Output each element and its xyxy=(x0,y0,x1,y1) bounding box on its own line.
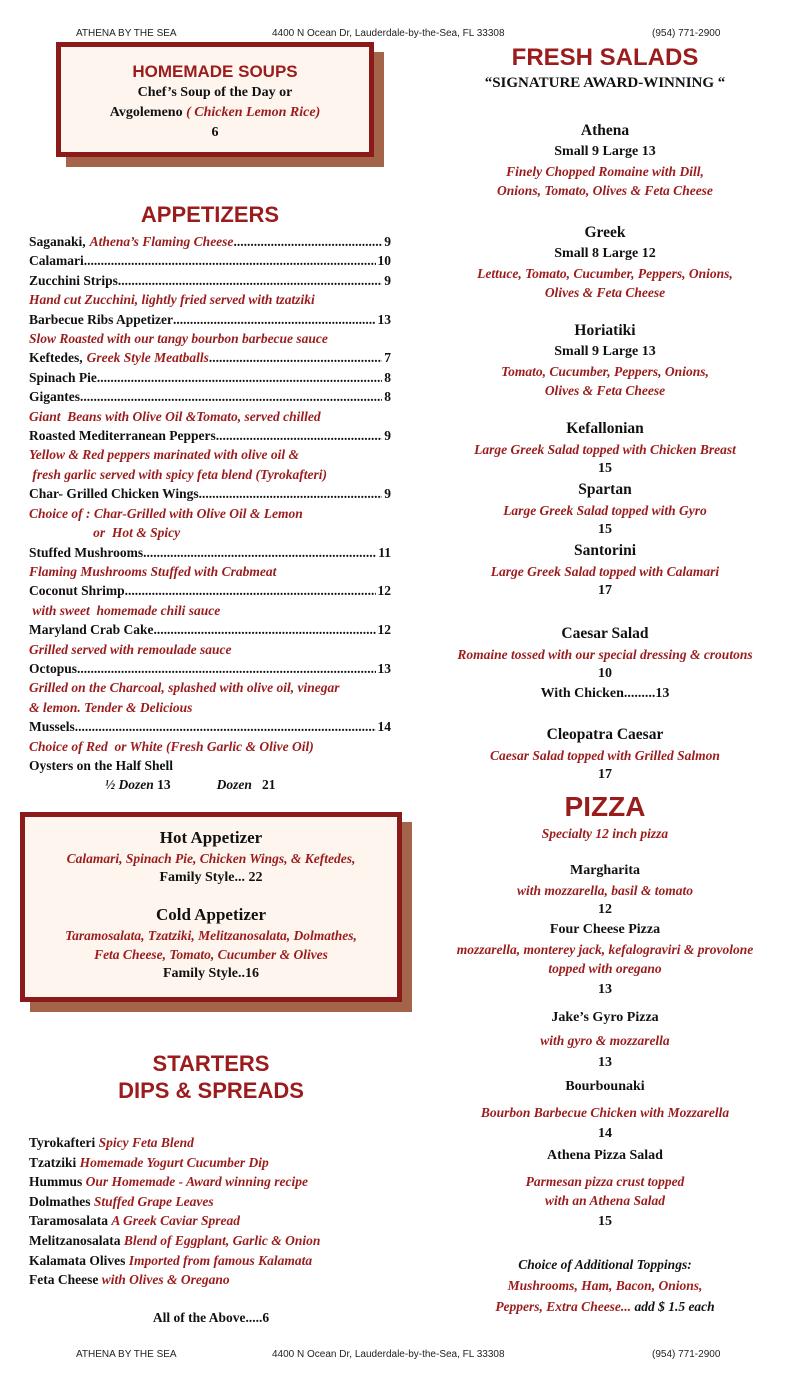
appetizer-price: 11 xyxy=(378,544,391,560)
salad-santorini-desc: Large Greek Salad topped with Calamari xyxy=(490,564,720,579)
salad-cleopatra xyxy=(430,724,780,785)
appetizer-desc: Flaming Mushrooms Stuffed with Crabmeat xyxy=(29,563,277,579)
salad-santorini xyxy=(430,540,780,601)
page-footer xyxy=(0,1349,800,1365)
starter-name: Kalamata Olives xyxy=(29,1252,126,1268)
appetizers-list xyxy=(29,232,391,795)
salad-horiatiki-name: Horiatiki xyxy=(574,322,636,339)
salad-athena-name: Athena xyxy=(580,122,630,139)
pizza-toppings xyxy=(430,1254,780,1317)
leader-dots xyxy=(80,387,382,406)
salad-cleopatra-desc: Caesar Salad topped with Grilled Salmon xyxy=(490,748,720,763)
starter-name: Tzatziki xyxy=(29,1154,77,1170)
pizza-four-cheese xyxy=(430,920,780,1000)
pizza-salad xyxy=(430,1146,780,1232)
appetizer-price: 12 xyxy=(377,622,391,638)
appetizer-name: Barbecue Ribs Appetizer xyxy=(29,311,173,327)
salads-section xyxy=(430,44,780,785)
starter-row xyxy=(29,1192,409,1212)
leader-dots xyxy=(143,543,376,562)
header-phone: (954) 771-2900 xyxy=(652,28,721,39)
appetizer-row xyxy=(29,310,391,329)
appetizer-price: 13 xyxy=(377,660,391,676)
salads-subtitle: “SIGNATURE AWARD-WINNING “ xyxy=(484,75,726,91)
salad-spartan-price: 15 xyxy=(598,522,612,537)
appetizer-name: Saganaki, xyxy=(29,234,86,249)
appetizer-name: Coconut Shrimp xyxy=(29,583,125,599)
leader-dots xyxy=(75,717,376,736)
appetizer-desc: Grilled served with remoulade sauce xyxy=(29,641,232,657)
appetizer-inline-desc: Greek Style Meatballs xyxy=(86,350,209,366)
pizza-gyro-price: 13 xyxy=(598,1055,612,1070)
appetizer-row xyxy=(29,581,391,600)
starter-desc: Homemade Yogurt Cucumber Dip xyxy=(79,1154,269,1170)
hot-appetizer-title: Hot Appetizer xyxy=(159,828,263,847)
soups-box xyxy=(56,42,374,157)
starter-row xyxy=(29,1211,409,1231)
salad-athena-desc-1: Finely Chopped Romaine with Dill, xyxy=(506,164,704,179)
appetizer-desc: Giant Beans with Olive Oil &Tomato, served chilled xyxy=(29,408,321,424)
appetizer-desc: Grilled on the Charcoal, splashed with olive oil, vinegar xyxy=(29,680,340,696)
appetizer-desc: or Hot & Spicy xyxy=(29,525,181,541)
pizza-toppings-line-2: Mushrooms, Ham, Bacon, Onions, xyxy=(507,1278,703,1293)
appetizer-price: 13 xyxy=(377,311,391,327)
salad-kefallonian xyxy=(430,418,780,479)
leader-dots xyxy=(97,368,382,387)
oysters-half-label: ½ Dozen xyxy=(105,777,154,793)
starters-title xyxy=(20,1050,402,1104)
pizza-margharita-name: Margharita xyxy=(570,863,640,878)
starter-row xyxy=(29,1251,409,1271)
appetizer-price: 9 xyxy=(384,428,391,444)
starter-name: Melitzanosalata xyxy=(29,1232,121,1248)
pizza-margharita-price: 12 xyxy=(598,902,612,917)
salad-greek-name: Greek xyxy=(584,224,626,241)
salad-spartan xyxy=(430,479,780,540)
pizza-title: PIZZA xyxy=(564,791,646,822)
salad-cleopatra-price: 17 xyxy=(598,767,612,782)
footer-phone: (954) 771-2900 xyxy=(652,1349,721,1360)
pizza-salad-desc-1: Parmesan pizza crust topped xyxy=(525,1174,685,1189)
pizza-section xyxy=(430,790,780,1317)
starter-row xyxy=(29,1133,409,1153)
starter-row xyxy=(29,1270,409,1290)
salad-caesar-desc: Romaine tossed with our special dressing & croutons xyxy=(457,647,753,662)
pizza-bourbounaki xyxy=(430,1077,780,1144)
starter-name: Tyrokafteri xyxy=(29,1135,96,1150)
salad-greek-desc-2: Olives & Feta Cheese xyxy=(544,285,666,300)
salad-greek-desc-1: Lettuce, Tomato, Cucumber, Peppers, Onions, xyxy=(477,266,733,281)
leader-dots xyxy=(154,620,376,639)
appetizer-name: Gigantes xyxy=(29,389,81,405)
cold-appetizer-price: Family Style..16 xyxy=(162,966,260,981)
appetizer-row xyxy=(29,717,391,736)
starter-desc: Our Homemade - Award winning recipe xyxy=(85,1174,309,1190)
pizza-salad-price: 15 xyxy=(598,1214,612,1229)
salad-athena xyxy=(430,120,780,200)
appetizer-desc: Slow Roasted with our tangy bourbon barbecue sauce xyxy=(29,331,328,347)
starter-desc: A Greek Caviar Spread xyxy=(111,1213,241,1229)
salad-cleopatra-name: Cleopatra Caesar xyxy=(546,726,664,743)
pizza-salad-desc-2: with an Athena Salad xyxy=(545,1193,665,1208)
salad-santorini-price: 17 xyxy=(598,583,612,598)
hot-appetizer-desc: Calamari, Spinach Pie, Chicken Wings, & Keftedes, xyxy=(66,851,356,866)
appetizer-desc: Hand cut Zucchini, lightly fried served with tzatziki xyxy=(29,292,315,308)
leader-dots xyxy=(199,484,383,503)
pizza-gyro-name: Jake’s Gyro Pizza xyxy=(551,1010,659,1025)
footer-address: 4400 N Ocean Dr, Lauderdale-by-the-Sea, FL 33308 xyxy=(272,1349,505,1360)
appetizer-inline-desc: Athena’s Flaming Cheese xyxy=(89,234,234,249)
appetizer-row xyxy=(29,232,391,251)
appetizer-price: 7 xyxy=(384,350,391,366)
appetizer-name: Maryland Crab Cake xyxy=(29,622,154,638)
appetizer-desc: Choice of Red or White (Fresh Garlic & Olive Oil) xyxy=(29,738,314,754)
appetizer-row xyxy=(29,271,391,290)
appetizer-name: Keftedes, xyxy=(29,350,83,366)
appetizer-name: Stuffed Mushrooms xyxy=(29,544,144,560)
appetizer-row xyxy=(29,659,391,678)
appetizer-row xyxy=(29,387,391,406)
leader-dots xyxy=(77,659,375,678)
starters-title-2: DIPS & SPREADS xyxy=(118,1078,304,1103)
hot-appetizer-price: Family Style... 22 xyxy=(159,870,263,885)
family-box xyxy=(20,812,402,1002)
pizza-toppings-extra: Peppers, Extra Cheese... xyxy=(495,1299,632,1314)
soups-avgolemeno-desc: ( Chicken Lemon Rice) xyxy=(186,105,321,120)
oysters-dozen-price: 21 xyxy=(262,777,276,793)
leader-dots xyxy=(84,251,376,270)
appetizer-name: Calamari xyxy=(29,253,84,269)
starter-row xyxy=(29,1153,409,1173)
pizza-bourbounaki-name: Bourbounaki xyxy=(565,1079,645,1094)
appetizer-desc: with sweet homemade chili sauce xyxy=(29,602,221,618)
pizza-salad-name: Athena Pizza Salad xyxy=(547,1148,663,1163)
header-address: 4400 N Ocean Dr, Lauderdale-by-the-Sea, FL 33308 xyxy=(272,28,505,39)
appetizer-price: 8 xyxy=(384,369,391,385)
salad-kefallonian-name: Kefallonian xyxy=(566,420,644,437)
salad-horiatiki-desc-1: Tomato, Cucumber, Peppers, Onions, xyxy=(501,364,709,379)
pizza-toppings-line-3 xyxy=(430,1296,780,1317)
soups-line2 xyxy=(61,103,369,123)
salads-title: FRESH SALADS xyxy=(511,44,699,71)
cold-appetizer-desc-1: Taramosalata, Tzatziki, Melitzanosalata, Dolmathes, xyxy=(65,928,357,943)
header-name: ATHENA BY THE SEA xyxy=(76,28,177,39)
appetizer-row xyxy=(29,251,391,270)
oysters-prices xyxy=(29,775,391,794)
pizza-gyro xyxy=(430,1008,780,1073)
starter-desc: with Olives & Oregano xyxy=(101,1272,230,1288)
appetizer-name: Roasted Mediterranean Peppers xyxy=(29,428,216,444)
appetizer-price: 10 xyxy=(377,253,391,269)
salad-greek xyxy=(430,222,780,302)
starter-name: Feta Cheese xyxy=(29,1272,99,1288)
oysters-half-price: 13 xyxy=(157,777,171,793)
salad-greek-size: Small 8 Large 12 xyxy=(554,246,656,261)
appetizer-row xyxy=(29,484,391,503)
oysters-dozen-label: Dozen xyxy=(216,777,252,793)
oysters-name: Oysters on the Half Shell xyxy=(29,757,173,773)
pizza-margharita xyxy=(430,861,780,920)
leader-dots xyxy=(118,271,382,290)
leader-dots xyxy=(216,426,383,445)
pizza-four-cheese-desc-2: topped with oregano xyxy=(548,961,662,976)
appetizer-row xyxy=(29,543,391,562)
salad-horiatiki xyxy=(430,320,780,400)
appetizer-desc: & lemon. Tender & Delicious xyxy=(29,699,193,715)
appetizer-name: Octopus xyxy=(29,660,78,676)
leader-dots xyxy=(209,348,382,367)
pizza-toppings-price: add $ 1.5 each xyxy=(634,1299,715,1314)
salad-horiatiki-desc-2: Olives & Feta Cheese xyxy=(544,383,666,398)
salad-caesar-price: 10 xyxy=(598,666,612,681)
salad-kefallonian-price: 15 xyxy=(598,461,612,476)
pizza-margharita-desc: with mozzarella, basil & tomato xyxy=(517,883,693,898)
appetizer-row xyxy=(29,368,391,387)
leader-dots xyxy=(173,310,376,329)
appetizer-price: 12 xyxy=(377,583,391,599)
footer-name: ATHENA BY THE SEA xyxy=(76,1349,177,1360)
cold-appetizer-title: Cold Appetizer xyxy=(155,905,267,924)
appetizer-row xyxy=(29,426,391,445)
appetizer-name: Spinach Pie xyxy=(29,369,97,385)
appetizer-name: Zucchini Strips xyxy=(29,272,118,288)
starters-all: All of the Above.....6 xyxy=(152,1310,270,1325)
appetizers-title: APPETIZERS xyxy=(140,202,280,227)
soups-avgolemeno: Avgolemeno xyxy=(109,105,183,120)
appetizer-price: 9 xyxy=(384,272,391,288)
salad-horiatiki-size: Small 9 Large 13 xyxy=(554,344,656,359)
soups-price: 6 xyxy=(211,125,219,140)
starter-name: Dolmathes xyxy=(29,1193,91,1209)
pizza-four-cheese-desc-1: mozzarella, monterey jack, kefalograviri & provolone xyxy=(456,942,754,957)
appetizer-desc: Choice of : Char-Grilled with Olive Oil & Lemon xyxy=(29,505,303,521)
starter-row xyxy=(29,1172,409,1192)
pizza-toppings-line-1: Choice of Additional Toppings: xyxy=(518,1257,692,1272)
salad-kefallonian-desc: Large Greek Salad topped with Chicken Breast xyxy=(474,442,736,457)
appetizer-price: 9 xyxy=(384,234,391,249)
starters-title-1: STARTERS xyxy=(152,1051,270,1076)
soups-line1: Chef’s Soup of the Day or xyxy=(137,85,293,100)
salad-caesar xyxy=(430,623,780,704)
starter-desc: Spicy Feta Blend xyxy=(98,1135,194,1150)
pizza-bourbounaki-price: 14 xyxy=(598,1126,612,1141)
salad-spartan-name: Spartan xyxy=(578,481,632,498)
appetizer-price: 14 xyxy=(377,719,391,735)
appetizer-desc: Yellow & Red peppers marinated with olive oil & xyxy=(29,447,299,463)
appetizer-name: Char- Grilled Chicken Wings xyxy=(29,486,199,502)
salad-santorini-name: Santorini xyxy=(573,542,636,559)
appetizer-price: 8 xyxy=(384,389,391,405)
cold-appetizer-desc-2: Feta Cheese, Tomato, Cucumber & Olives xyxy=(94,947,328,962)
starter-desc: Imported from famous Kalamata xyxy=(128,1252,313,1268)
salad-caesar-chicken: With Chicken.........13 xyxy=(540,686,670,701)
appetizer-desc: fresh garlic served with spicy feta blend (Tyrokafteri) xyxy=(29,466,327,482)
pizza-four-cheese-price: 13 xyxy=(598,982,612,997)
salad-spartan-desc: Large Greek Salad topped with Gyro xyxy=(503,503,707,518)
salad-caesar-name: Caesar Salad xyxy=(561,625,649,642)
starter-desc: Stuffed Grape Leaves xyxy=(93,1193,214,1209)
leader-dots xyxy=(125,581,376,600)
leader-dots xyxy=(233,232,382,251)
appetizer-row xyxy=(29,620,391,639)
starter-desc: Blend of Eggplant, Garlic & Onion xyxy=(123,1232,321,1248)
pizza-bourbounaki-desc: Bourbon Barbecue Chicken with Mozzarella xyxy=(480,1105,730,1120)
appetizer-price: 9 xyxy=(384,486,391,502)
starters-list xyxy=(29,1133,409,1290)
appetizer-name: Mussels xyxy=(29,719,75,735)
soups-title: HOMEMADE SOUPS xyxy=(132,62,298,81)
pizza-gyro-desc: with gyro & mozzarella xyxy=(540,1033,670,1048)
starter-row xyxy=(29,1231,409,1251)
starter-name: Hummus xyxy=(29,1174,83,1190)
pizza-subtitle: Specialty 12 inch pizza xyxy=(541,826,669,841)
starter-name: Taramosalata xyxy=(29,1213,109,1229)
salad-athena-desc-2: Onions, Tomato, Olives & Feta Cheese xyxy=(497,183,713,198)
salad-athena-size: Small 9 Large 13 xyxy=(554,144,656,159)
appetizer-row xyxy=(29,348,391,367)
pizza-four-cheese-name: Four Cheese Pizza xyxy=(549,922,661,937)
